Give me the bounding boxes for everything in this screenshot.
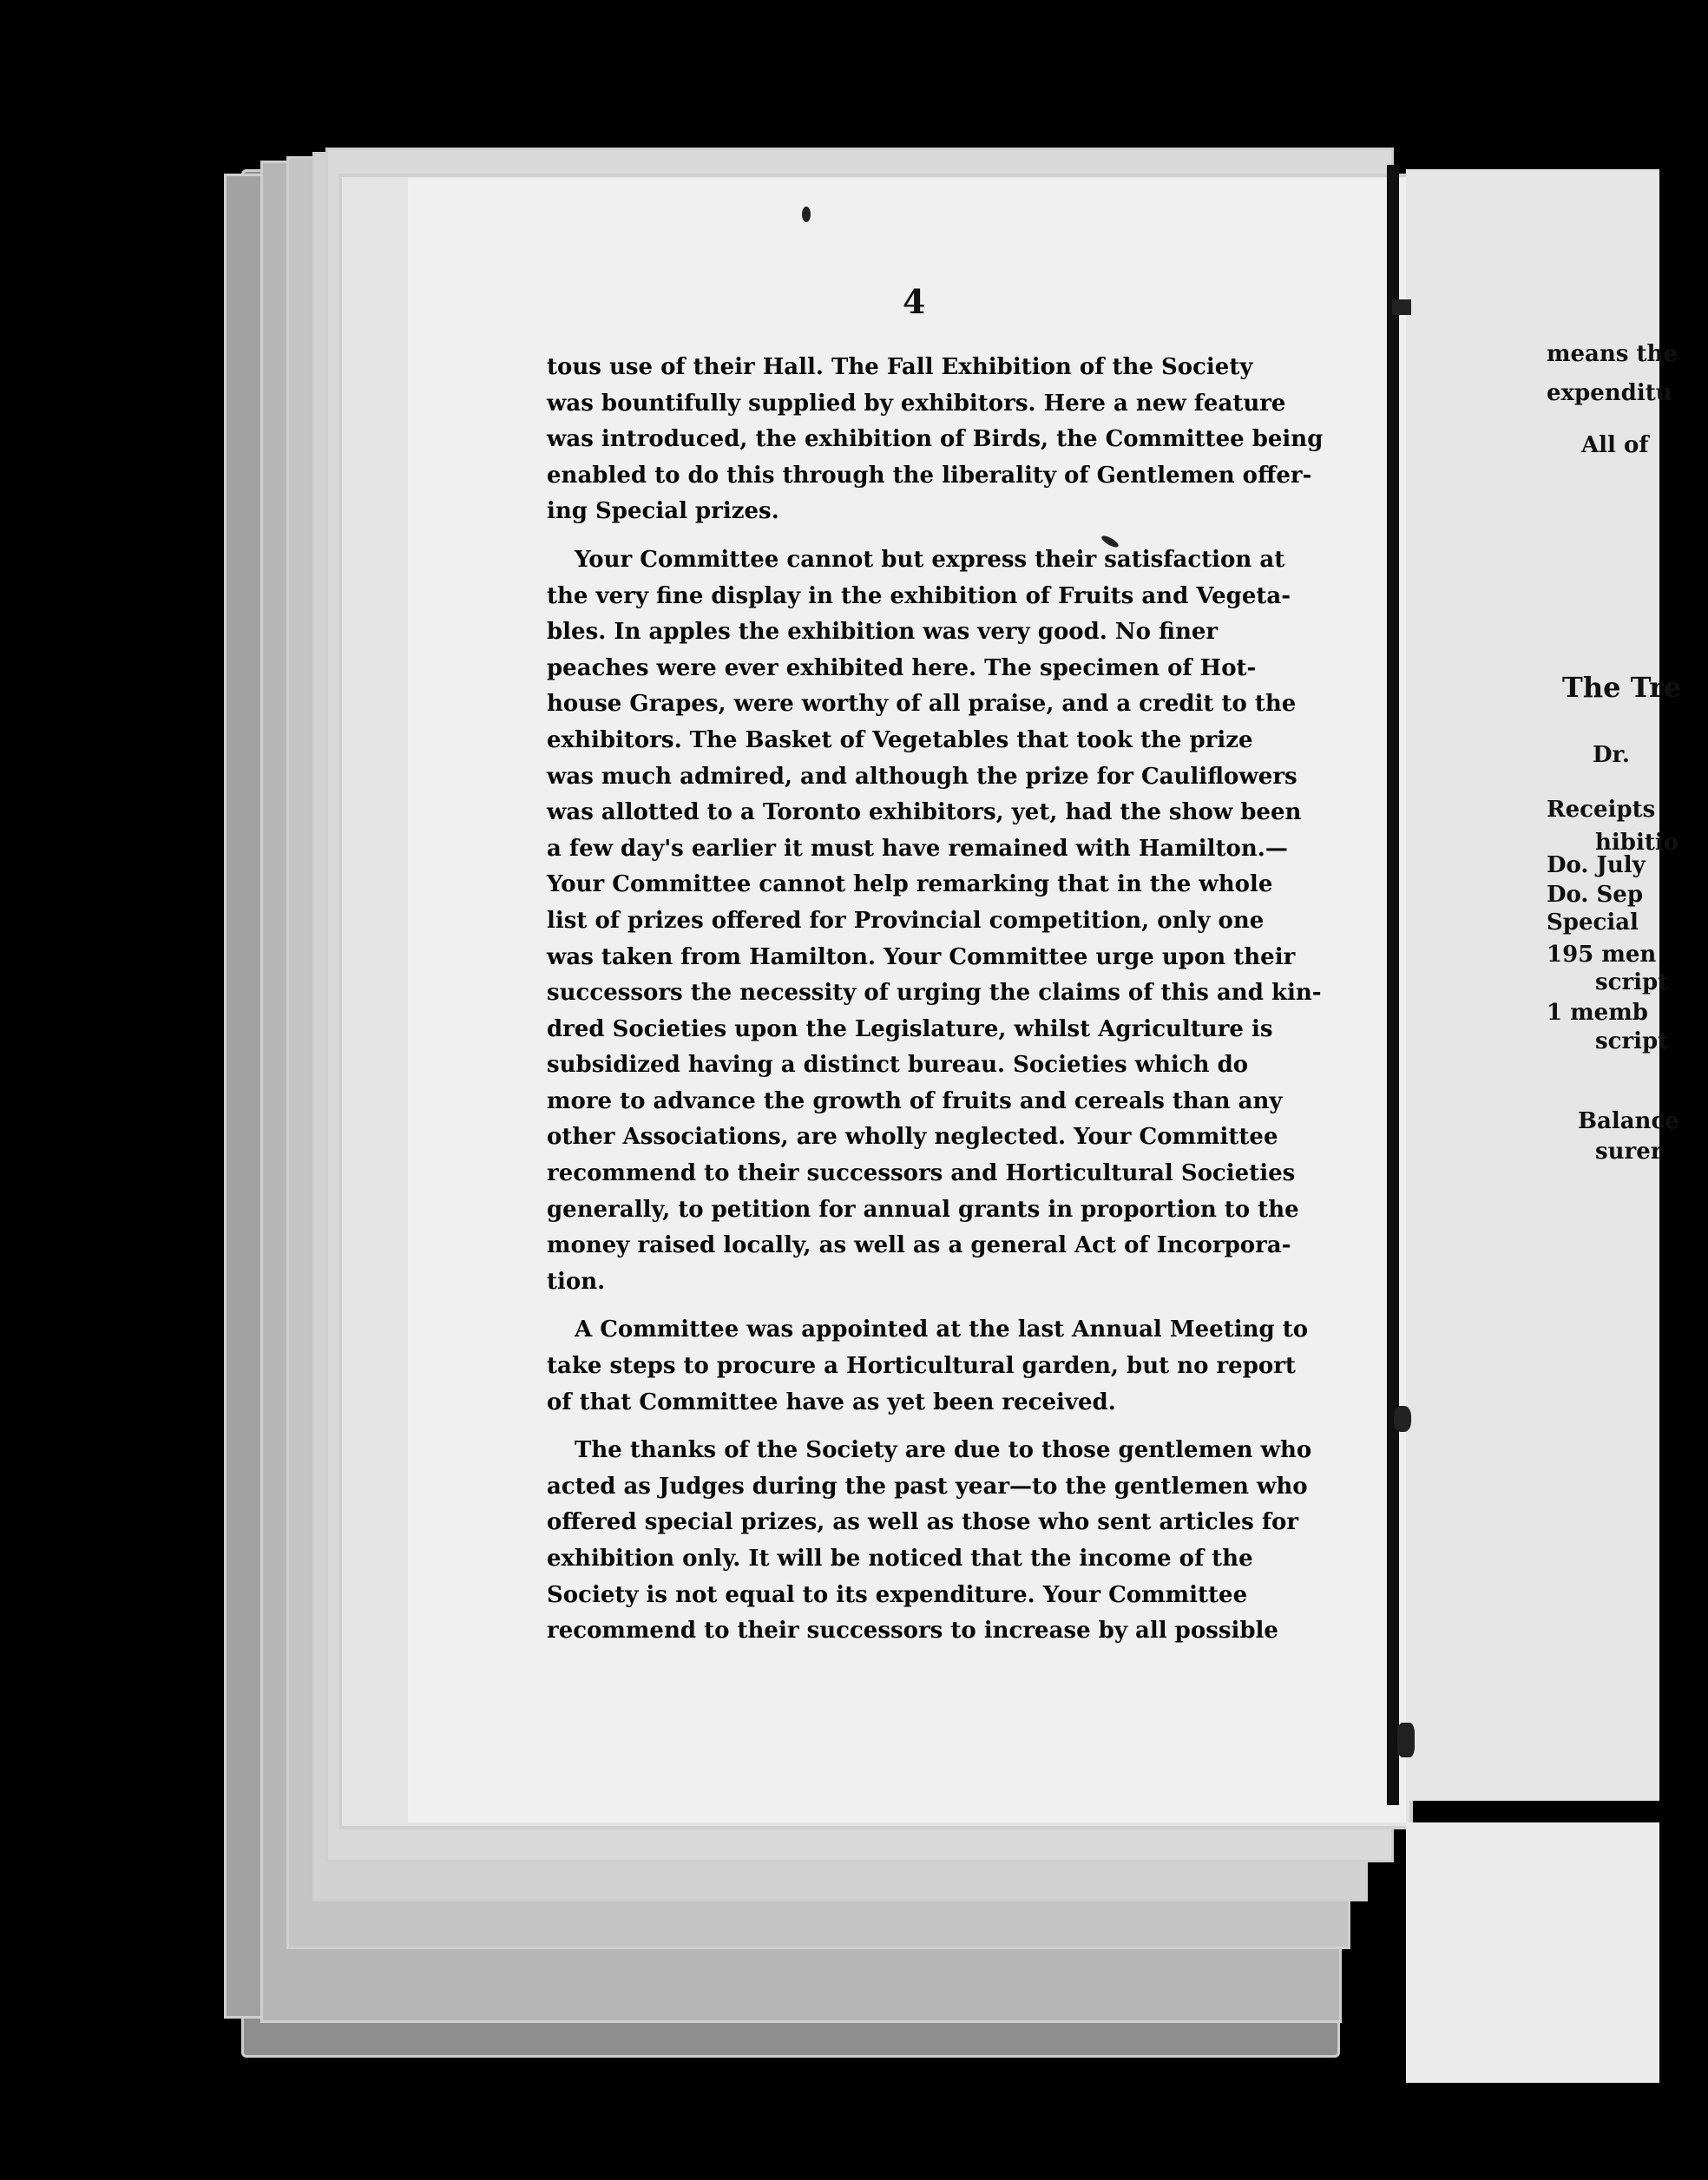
right-page-lower: [1406, 1822, 1659, 2083]
text-line: The thanks of the Society are due to those gentlemen who: [575, 1437, 1312, 1464]
text-line: more to advance the growth of fruits and cereals than any: [547, 1087, 1283, 1114]
text-line: Society is not equal to its expenditure. Your Committee: [547, 1581, 1248, 1608]
paragraph-gap: [547, 530, 1289, 542]
text-line: tion.: [547, 1268, 606, 1295]
right-page-line: Special: [1547, 909, 1639, 936]
text-line: other Associations, are wholly neglected. Your Committee: [547, 1124, 1278, 1151]
text-line: dred Societies upon the Legislature, whilst Agriculture is: [547, 1015, 1273, 1042]
text-line: recommend to their successors and Horticultural Societies: [547, 1160, 1296, 1187]
text-line: was introduced, the exhibition of Birds, the Committee being: [547, 426, 1324, 453]
text-line: tous use of their Hall. The Fall Exhibition of the Society: [547, 354, 1253, 380]
paragraph-gap: [547, 1300, 1289, 1312]
right-page-line: Do. Sep: [1547, 882, 1644, 908]
page-text: [547, 350, 1324, 1650]
text-line: was bountifully supplied by exhibitors. Here a new feature: [547, 390, 1286, 417]
text-line: acted as Judges during the past year—to the gentlemen who: [547, 1473, 1308, 1500]
text-line: subsidized having a distinct bureau. Societies which do: [547, 1052, 1249, 1079]
text-line: list of prizes offered for Provincial competition, only one: [547, 907, 1265, 934]
right-page-line: hibitio: [1595, 830, 1679, 856]
text-line: exhibitors. The Basket of Vegetables that took the prize: [547, 726, 1253, 753]
right-page-line: 195 men: [1547, 942, 1657, 968]
text-line: money raised locally, as well as a general Act of Incorpora-: [547, 1232, 1291, 1259]
right-page-line: Dr.: [1593, 742, 1630, 768]
text-line: was taken from Hamilton. Your Committee urge upon their: [547, 943, 1296, 970]
text-line: house Grapes, were worthy of all praise, and a credit to the: [547, 691, 1297, 718]
text-line: exhibition only. It will be noticed that the income of the: [547, 1546, 1253, 1572]
right-page-line: Balance: [1578, 1108, 1679, 1134]
text-line: was allotted to a Toronto exhibitors, yet, had the show been: [547, 799, 1302, 826]
text-line: enabled to do this through the liberality of Gentlemen offer-: [547, 462, 1312, 489]
right-page-line: The Tre: [1562, 671, 1682, 704]
right-page-line: Do. July: [1547, 852, 1646, 878]
right-page-line: All of: [1581, 432, 1649, 458]
text-line: A Committee was appointed at the last Annual Meeting to: [575, 1317, 1309, 1343]
spine-clip: [1397, 1723, 1415, 1757]
page-number: 4: [903, 282, 926, 321]
text-line: successors the necessity of urging the claims of this and kin-: [547, 980, 1322, 1007]
text-line: peaches were ever exhibited here. The specimen of Hot-: [547, 654, 1257, 681]
right-page-line: surer: [1595, 1139, 1663, 1165]
spine-clip: [1392, 299, 1411, 315]
paragraph-gap: [547, 1421, 1289, 1433]
right-page-line: means the: [1547, 341, 1678, 367]
text-line: Your Committee cannot but express their satisfaction at: [575, 546, 1285, 573]
text-line: recommend to their successors to increase by all possible: [547, 1618, 1278, 1645]
text-line: ing Special prizes.: [547, 498, 779, 525]
text-line: bles. In apples the exhibition was very good. No finer: [547, 619, 1219, 646]
right-page-line: script: [1595, 1028, 1669, 1054]
right-page-line: script: [1595, 969, 1669, 995]
book-spine: [1387, 165, 1399, 1805]
text-line: take steps to procure a Horticultural garden, but no report: [547, 1353, 1296, 1380]
right-page-line: 1 memb: [1547, 1000, 1648, 1026]
text-line: of that Committee have as yet been received.: [547, 1389, 1116, 1415]
text-line: the very fine display in the exhibition of Fruits and Vegeta-: [547, 582, 1291, 609]
text-line: a few day's earlier it must have remained with Hamilton.—: [547, 835, 1288, 862]
text-line: generally, to petition for annual grants in proportion to the: [547, 1196, 1299, 1223]
text-line: offered special prizes, as well as those who sent articles for: [547, 1509, 1299, 1536]
right-page-line: expenditu: [1547, 380, 1672, 406]
text-line: was much admired, and although the prize for Cauliflowers: [547, 763, 1297, 790]
spine-clip: [1394, 1406, 1411, 1432]
right-page-line: Receipts: [1547, 797, 1656, 823]
text-line: Your Committee cannot help remarking that in the whole: [547, 871, 1273, 898]
ink-speck: [802, 207, 811, 222]
